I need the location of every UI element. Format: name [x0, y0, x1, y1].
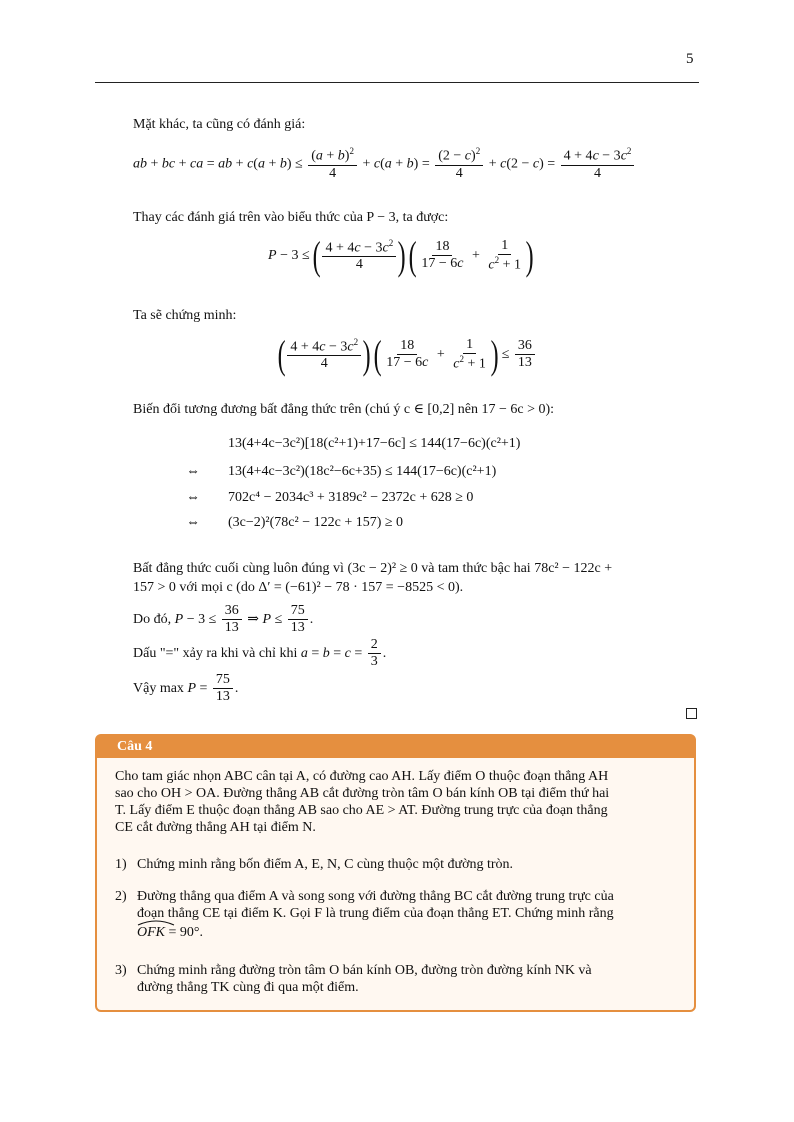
vay-line: Vậy max P = $\frac{75}{13}$ . — [133, 672, 239, 705]
item-line: đường thẳng TK cùng đi qua một điểm. — [137, 980, 359, 995]
angle-value: = 90°. — [168, 925, 203, 940]
intro-line: T. Lấy điểm E thuộc đoạn thẳng AB sao cho AE > AT. Đường trung trực của đoạn thẳng — [115, 803, 608, 818]
equivalence-line-3 — [186, 490, 473, 506]
problem-intro — [115, 768, 681, 836]
equality-line: Dấu "=" xảy ra khi và chỉ khi a = b = c = $\frac{2}{3}$ . — [133, 637, 387, 670]
eq-line-2-text: 13(4+4c−3c²)(18c²−6c+35) ≤ 144(17−6c)(c²+1) — [228, 464, 497, 479]
conclusion-line-1: Bất đẳng thức cuối cùng luôn đúng vì (3c − 2)² ≥ 0 và tam thức bậc hai 78c² − 122c + — [133, 561, 613, 576]
qed-square-icon — [686, 708, 697, 719]
problem-item-3 — [115, 962, 681, 996]
item-line: đoạn thẳng CE tại điểm K. Gọi F là trung điểm của đoạn thẳng ET. Chứng minh rằng — [137, 906, 614, 921]
angle-ofk: OFK — [137, 924, 165, 941]
vay-prefix: Vậy — [133, 681, 157, 697]
do-do-line: Do đó, P − 3 ≤ $\frac{36}{13}$ ⇒ P ≤ $\frac{75}{13}$ . — [133, 603, 314, 636]
equation-ab-bc-ca: ab + bc + ca = ab + c(a + b) ≤ $\frac{(a + b)^2}{4}$ + c(a + b) = $\frac{(2 - c)^2}{4}$ + c(2 − c) = $\frac{4 + 4c - 3c^2}{4}$ — [133, 146, 636, 183]
intro-line: sao cho OH > OA. Đường thẳng AB cắt đường tròn tâm O bán kính OB tại điểm thứ hai — [115, 786, 610, 801]
equivalence-line-4 — [186, 515, 403, 531]
equation-p-minus-3: P − 3 ≤ ( $\frac{4 + 4c - 3c^2}{4}$ ) ( $\frac{18}{17 - 6c}$ + $\frac{1}{c^2 + 1}$ ) — [268, 233, 534, 278]
equation-to-prove: ( $\frac{4 + 4c - 3c^2}{4}$ ) ( $\frac{18}{17 - 6c}$ + $\frac{1}{c^2 + 1}$ ) ≤ $\frac{36}{13}$ — [278, 335, 537, 375]
arc-icon — [137, 920, 175, 926]
iff-symbol: ⇔ — [186, 490, 200, 505]
item-number: 2) — [115, 889, 127, 904]
paragraph-mat-khac: Mặt khác, ta cũng có đánh giá: — [133, 117, 306, 132]
iff-symbol: ⇔ — [186, 464, 200, 479]
item-number: 3) — [115, 963, 127, 978]
equality-text: Dấu "=" xảy ra khi và chỉ khi — [133, 646, 298, 662]
paragraph-bien-doi: Biến đổi tương đương bất đẳng thức trên (chú ý c ∈ [0,2] nên 17 − 6c > 0): — [133, 402, 555, 417]
intro-line: Cho tam giác nhọn ABC cân tại A, có đường cao AH. Lấy điểm O thuộc đoạn thẳng AH — [115, 769, 609, 784]
problem-box — [95, 734, 696, 1012]
angle-statement — [115, 924, 681, 941]
paragraph-ta-se: Ta sẽ chứng minh: — [133, 308, 237, 323]
intro-line: CE cắt đường thẳng AH tại điểm N. — [115, 820, 316, 835]
eq-line-3-text: 702c⁴ − 2034c³ + 3189c² − 2372c + 628 ≥ 0 — [228, 490, 474, 505]
eq-line-1-text: 13(4+4c−3c²)[18(c²+1)+17−6c] ≤ 144(17−6c)(c²+1) — [228, 436, 521, 451]
equivalence-line-2 — [186, 464, 496, 480]
equivalence-line-1 — [186, 436, 520, 452]
item-line: Chứng minh rằng bốn điểm A, E, N, C cùng thuộc một đường tròn. — [137, 857, 514, 872]
paragraph-thay-cac: Thay các đánh giá trên vào biểu thức của P − 3, ta được: — [133, 210, 449, 225]
item-line: Chứng minh rằng đường tròn tâm O bán kính OB, đường tròn đường kính NK và — [137, 963, 592, 978]
do-do-prefix: Do đó, — [133, 612, 172, 628]
item-line: Đường thẳng qua điểm A và song song với đường thẳng BC cắt đường trung trực của — [137, 889, 614, 904]
conclusion-line-2: 157 > 0 với mọi c (do Δ′ = (−61)² − 78 · 157 = −8525 < 0). — [133, 580, 464, 595]
problem-item-1 — [115, 856, 681, 873]
item-number: 1) — [115, 857, 127, 872]
iff-symbol: ⇔ — [186, 515, 200, 530]
eq-line-4-text: (3c−2)²(78c² − 122c + 157) ≥ 0 — [228, 515, 404, 530]
problem-item-2 — [115, 888, 681, 941]
problem-title: Câu 4 — [97, 736, 694, 758]
header-rule — [95, 82, 699, 83]
page-number: 5 — [686, 51, 694, 67]
